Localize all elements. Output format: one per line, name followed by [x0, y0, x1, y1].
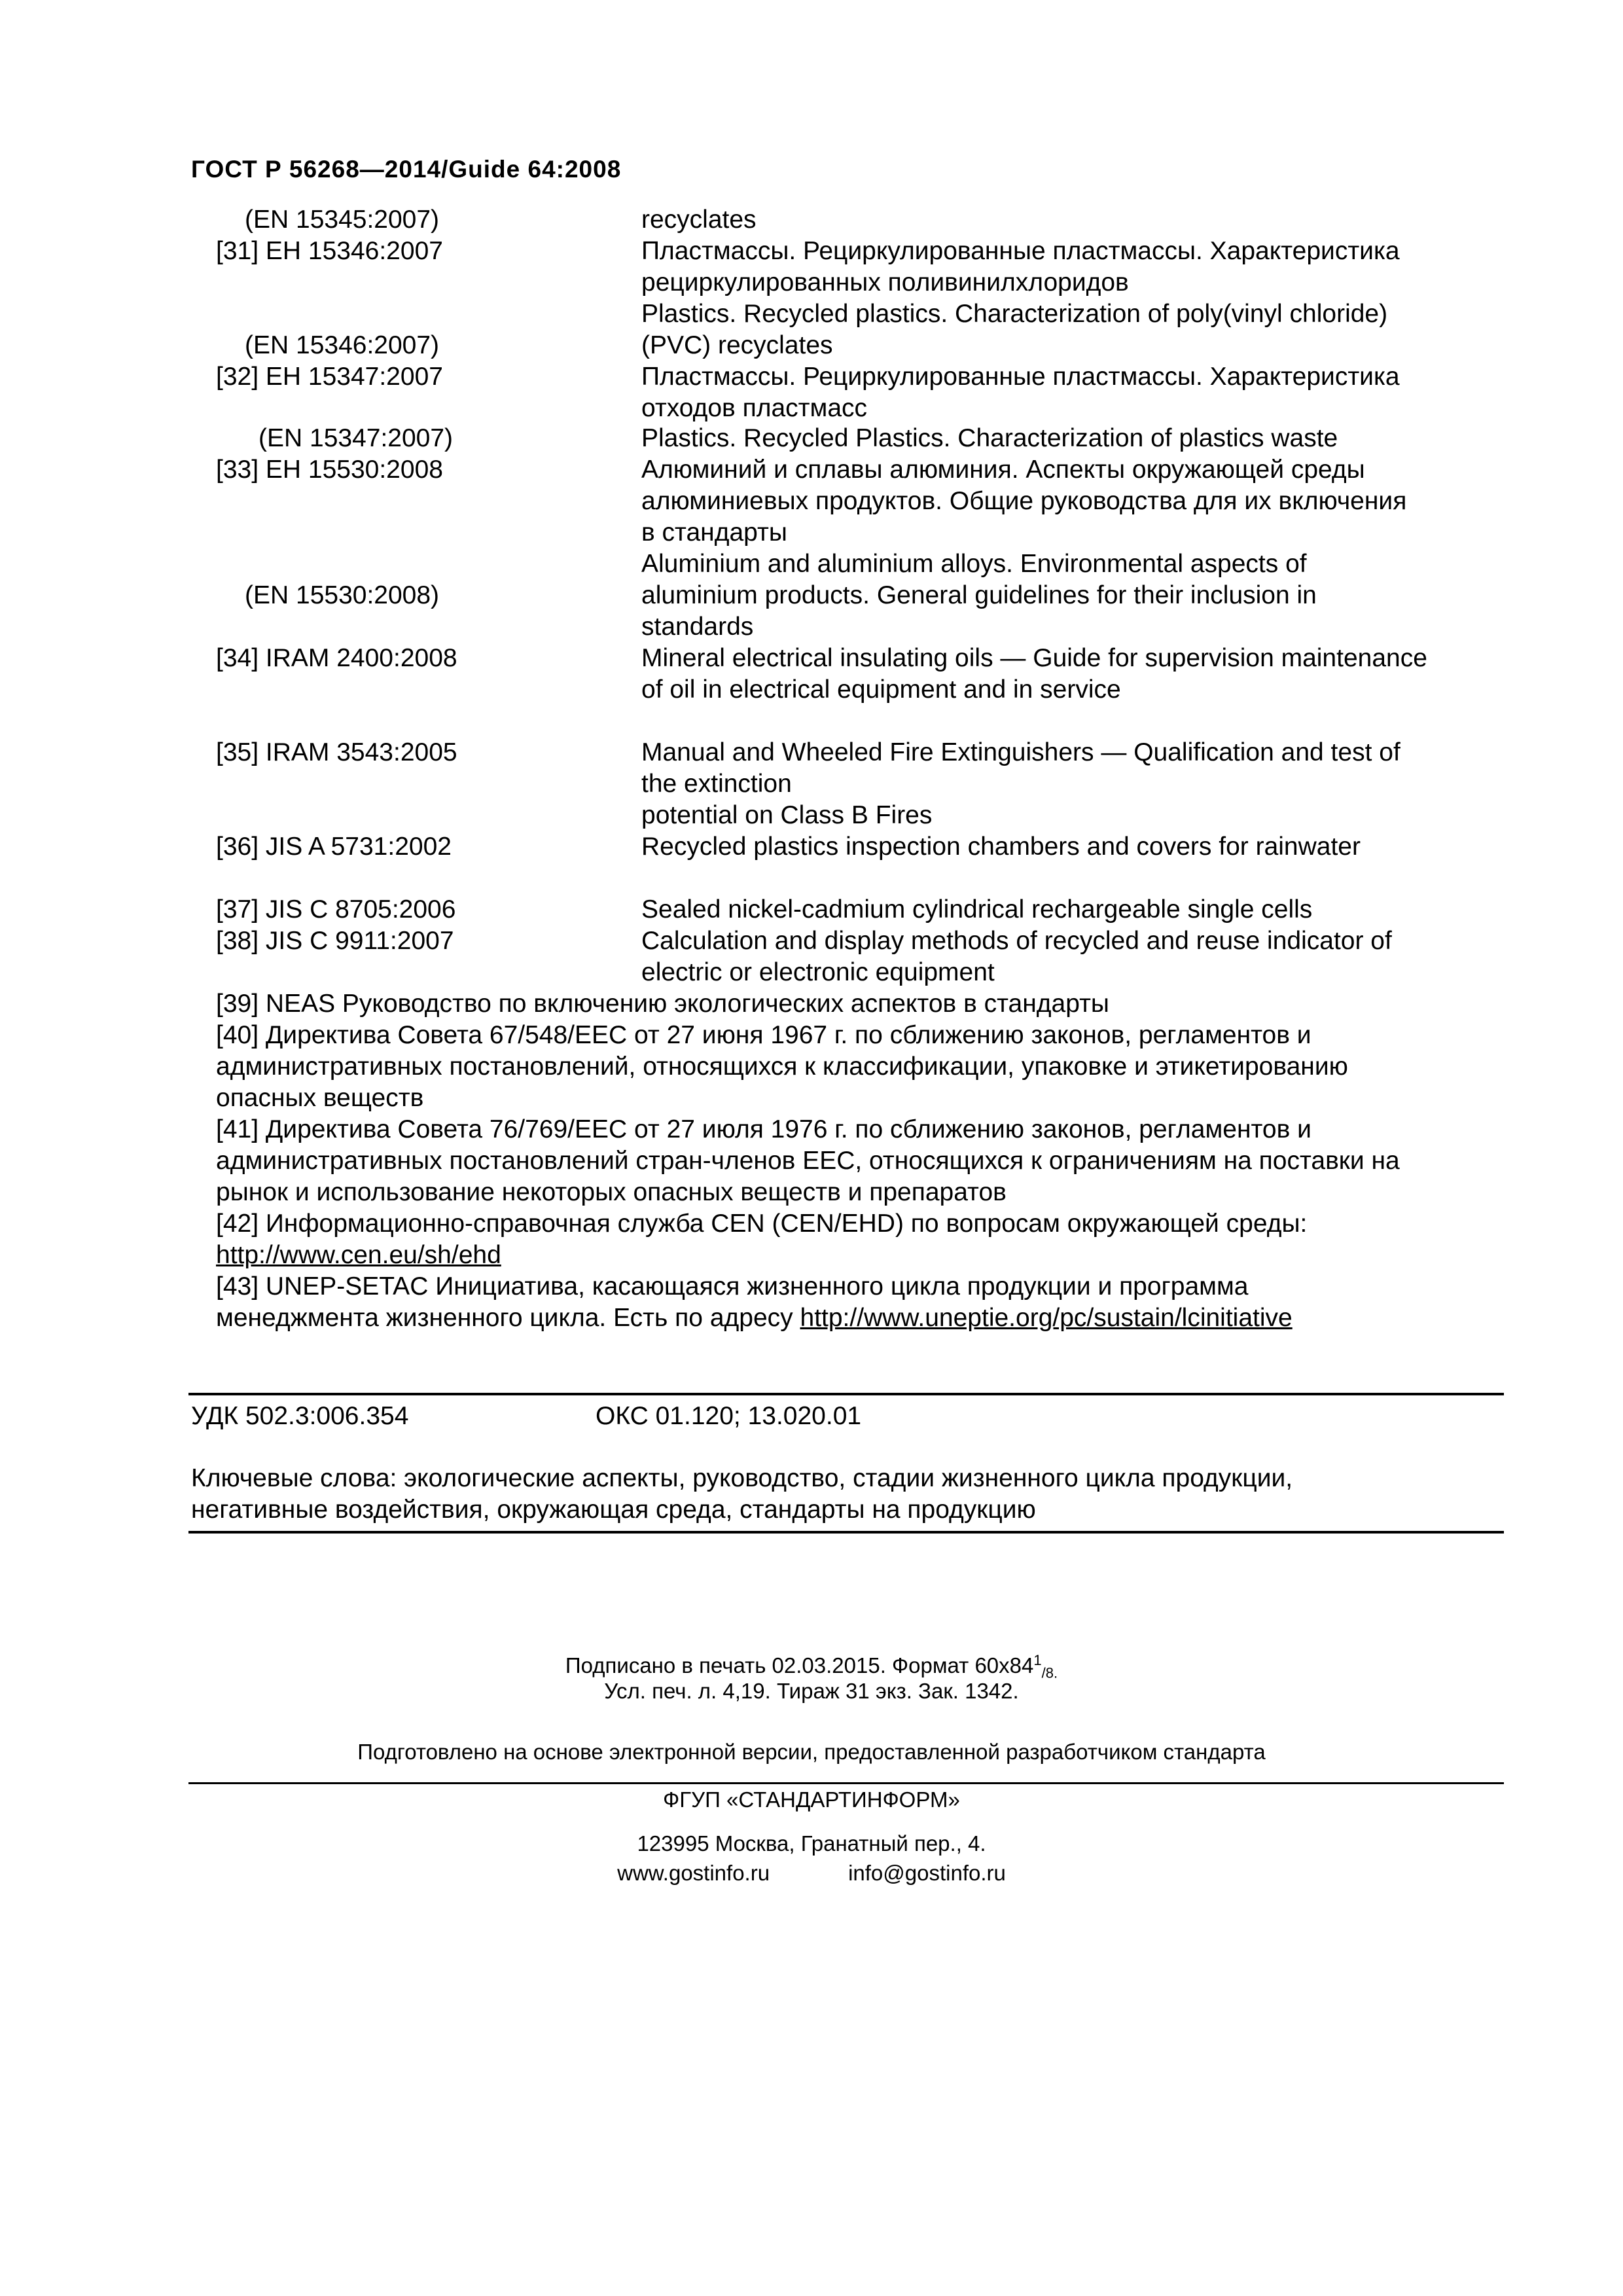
reference-39: [39] NEAS Руководство по включению экологических аспектов в стандарты [216, 990, 1109, 1018]
reference-title-line: standards [641, 613, 754, 641]
reference-code: [37] JIS C 8705:2006 [216, 895, 456, 924]
reference-code: (EN 15347:2007) [259, 424, 454, 452]
reference-title-line: recyclates [641, 206, 757, 234]
reference-40-line: опасных веществ [216, 1084, 424, 1112]
reference-code: (EN 15530:2008) [245, 581, 440, 609]
reference-42-text: [42] Информационно-справочная служба CEN (CEN/EHD) по вопросам окружающей среды: [216, 1210, 1308, 1238]
reference-42 [216, 1208, 1472, 1271]
reference-title-line: Sealed nickel-cadmium cylindrical rechargeable single cells [641, 895, 1313, 924]
reference-43 [216, 1271, 1472, 1334]
reference-title-line: the extinction [641, 770, 792, 798]
cen-ehd-link[interactable]: http://www.cen.eu/sh/ehd [216, 1241, 501, 1269]
imprint-contacts [0, 1859, 1623, 1887]
reference-43-text-cont: менеджмента жизненного цикла. Есть по адресу [216, 1304, 800, 1332]
reference-title [641, 454, 1472, 548]
reference-title-line: Plastics. Recycled plastics. Characterization of poly(vinyl chloride) [641, 300, 1388, 328]
imprint-print-info: Усл. печ. л. 4,19. Тираж 31 экз. Зак. 1342. [604, 1679, 1019, 1703]
signed-text: Подписано в печать 02.03.2015. Формат 60x84 [565, 1653, 1034, 1677]
reference-40-line: [40] Директива Совета 67/548/ЕЕС от 27 июня 1967 г. по сближению законов, регламентов и [216, 1021, 1311, 1049]
reference-title-line: Mineral electrical insulating oils — Guide for supervision maintenance [641, 644, 1427, 672]
imprint-rule [188, 1782, 1504, 1784]
reference-title [641, 925, 1472, 988]
imprint-publisher: ФГУП «СТАНДАРТИНФОРМ» [663, 1787, 960, 1812]
reference-code: [31] ЕН 15346:2007 [216, 237, 443, 265]
reference-title-line: potential on Class B Fires [641, 801, 933, 829]
reference-41 [216, 1114, 1472, 1208]
reference-code: [33] ЕН 15530:2008 [216, 456, 443, 484]
classification-top-rule [188, 1393, 1504, 1395]
reference-title [641, 361, 1472, 424]
reference-title-line: рециркулированных поливинилхлоридов [641, 268, 1129, 296]
reference-title-line: Manual and Wheeled Fire Extinguishers — Qualification and test of [641, 738, 1400, 766]
reference-code: [36] JIS A 5731:2002 [216, 833, 452, 861]
reference-title [641, 831, 1472, 863]
reference-code: [32] ЕН 15347:2007 [216, 363, 443, 391]
reference-code: (EN 15345:2007) [245, 206, 440, 234]
reference-title [641, 204, 1472, 236]
reference-title [641, 423, 1472, 454]
reference-title [641, 298, 1472, 361]
reference-title-line: of oil in electrical equipment and in service [641, 675, 1121, 704]
oks-code: ОКС 01.120; 13.020.01 [596, 1402, 862, 1430]
page-header-title: ГОСТ Р 56268—2014/Guide 64:2008 [191, 156, 622, 183]
reference-title-line: Пластмассы. Рециркулированные пластмассы. Характеристика [641, 363, 1400, 391]
imprint-prepared: Подготовлено на основе электронной версии, предоставленной разработчиком стандарта [357, 1740, 1266, 1764]
reference-title-line: Plastics. Recycled Plastics. Characterization of plastics waste [641, 424, 1338, 452]
reference-title [641, 737, 1472, 831]
email-link[interactable]: info@gostinfo.ru [848, 1861, 1006, 1885]
website-link[interactable]: www.gostinfo.ru [617, 1861, 770, 1885]
reference-40-line: административных постановлений, относящихся к классификации, упаковке и этикетированию [216, 1052, 1348, 1081]
reference-title-line: Пластмассы. Рециркулированные пластмассы. Характеристика [641, 237, 1400, 265]
keywords-line: негативные воздействия, окружающая среда, стандарты на продукцию [191, 1496, 1036, 1524]
reference-title-line: (PVC) recyclates [641, 331, 833, 359]
reference-title-line: алюминиевых продуктов. Общие руководства для их включения [641, 487, 1407, 515]
format-sub: /8. [1041, 1664, 1058, 1681]
reference-title-line: Calculation and display methods of recycled and reuse indicator of [641, 927, 1392, 955]
format-sup: 1 [1033, 1652, 1042, 1668]
reference-43-text: [43] UNEP-SETAC Инициатива, касающаяся жизненного цикла продукции и программа [216, 1272, 1249, 1300]
keywords-bottom-rule [188, 1531, 1504, 1534]
reference-40 [216, 1020, 1472, 1114]
reference-title [641, 643, 1472, 706]
reference-code: [34] IRAM 2400:2008 [216, 644, 457, 672]
imprint-address: 123995 Москва, Гранатный пер., 4. [637, 1831, 986, 1856]
reference-title [641, 236, 1472, 298]
udc-code: УДК 502.3:006.354 [191, 1402, 409, 1430]
reference-41-line: административных постановлений стран-членов ЕЕС, относящихся к ограничениям на поставки на [216, 1147, 1400, 1175]
reference-code: [35] IRAM 3543:2005 [216, 738, 457, 766]
reference-title-line: electric or electronic equipment [641, 958, 995, 986]
reference-title-line: Recycled plastics inspection chambers and covers for rainwater [641, 833, 1361, 861]
unep-lcinitiative-link[interactable]: http://www.uneptie.org/pc/sustain/lcinitiative [800, 1304, 1293, 1332]
reference-title-line: aluminium products. General guidelines for their inclusion in [641, 581, 1317, 609]
reference-41-line: рынок и использование некоторых опасных веществ и препаратов [216, 1178, 1007, 1206]
reference-title-line: в стандарты [641, 518, 787, 547]
reference-41-line: [41] Директива Совета 76/769/ЕЕС от 27 июля 1976 г. по сближению законов, регламентов и [216, 1115, 1311, 1143]
reference-code: (EN 15346:2007) [245, 331, 440, 359]
keywords [191, 1463, 1500, 1526]
reference-title-line: Aluminium and aluminium alloys. Environmental aspects of [641, 550, 1307, 578]
reference-code: [38] JIS C 9911:2007 [216, 927, 454, 955]
reference-title [641, 894, 1472, 925]
reference-title-line: Алюминий и сплавы алюминия. Аспекты окружающей среды [641, 456, 1365, 484]
keywords-line: Ключевые слова: экологические аспекты, руководство, стадии жизненного цикла продукции, [191, 1464, 1293, 1492]
reference-title [641, 548, 1472, 643]
reference-title-line: отходов пластмасс [641, 394, 868, 422]
